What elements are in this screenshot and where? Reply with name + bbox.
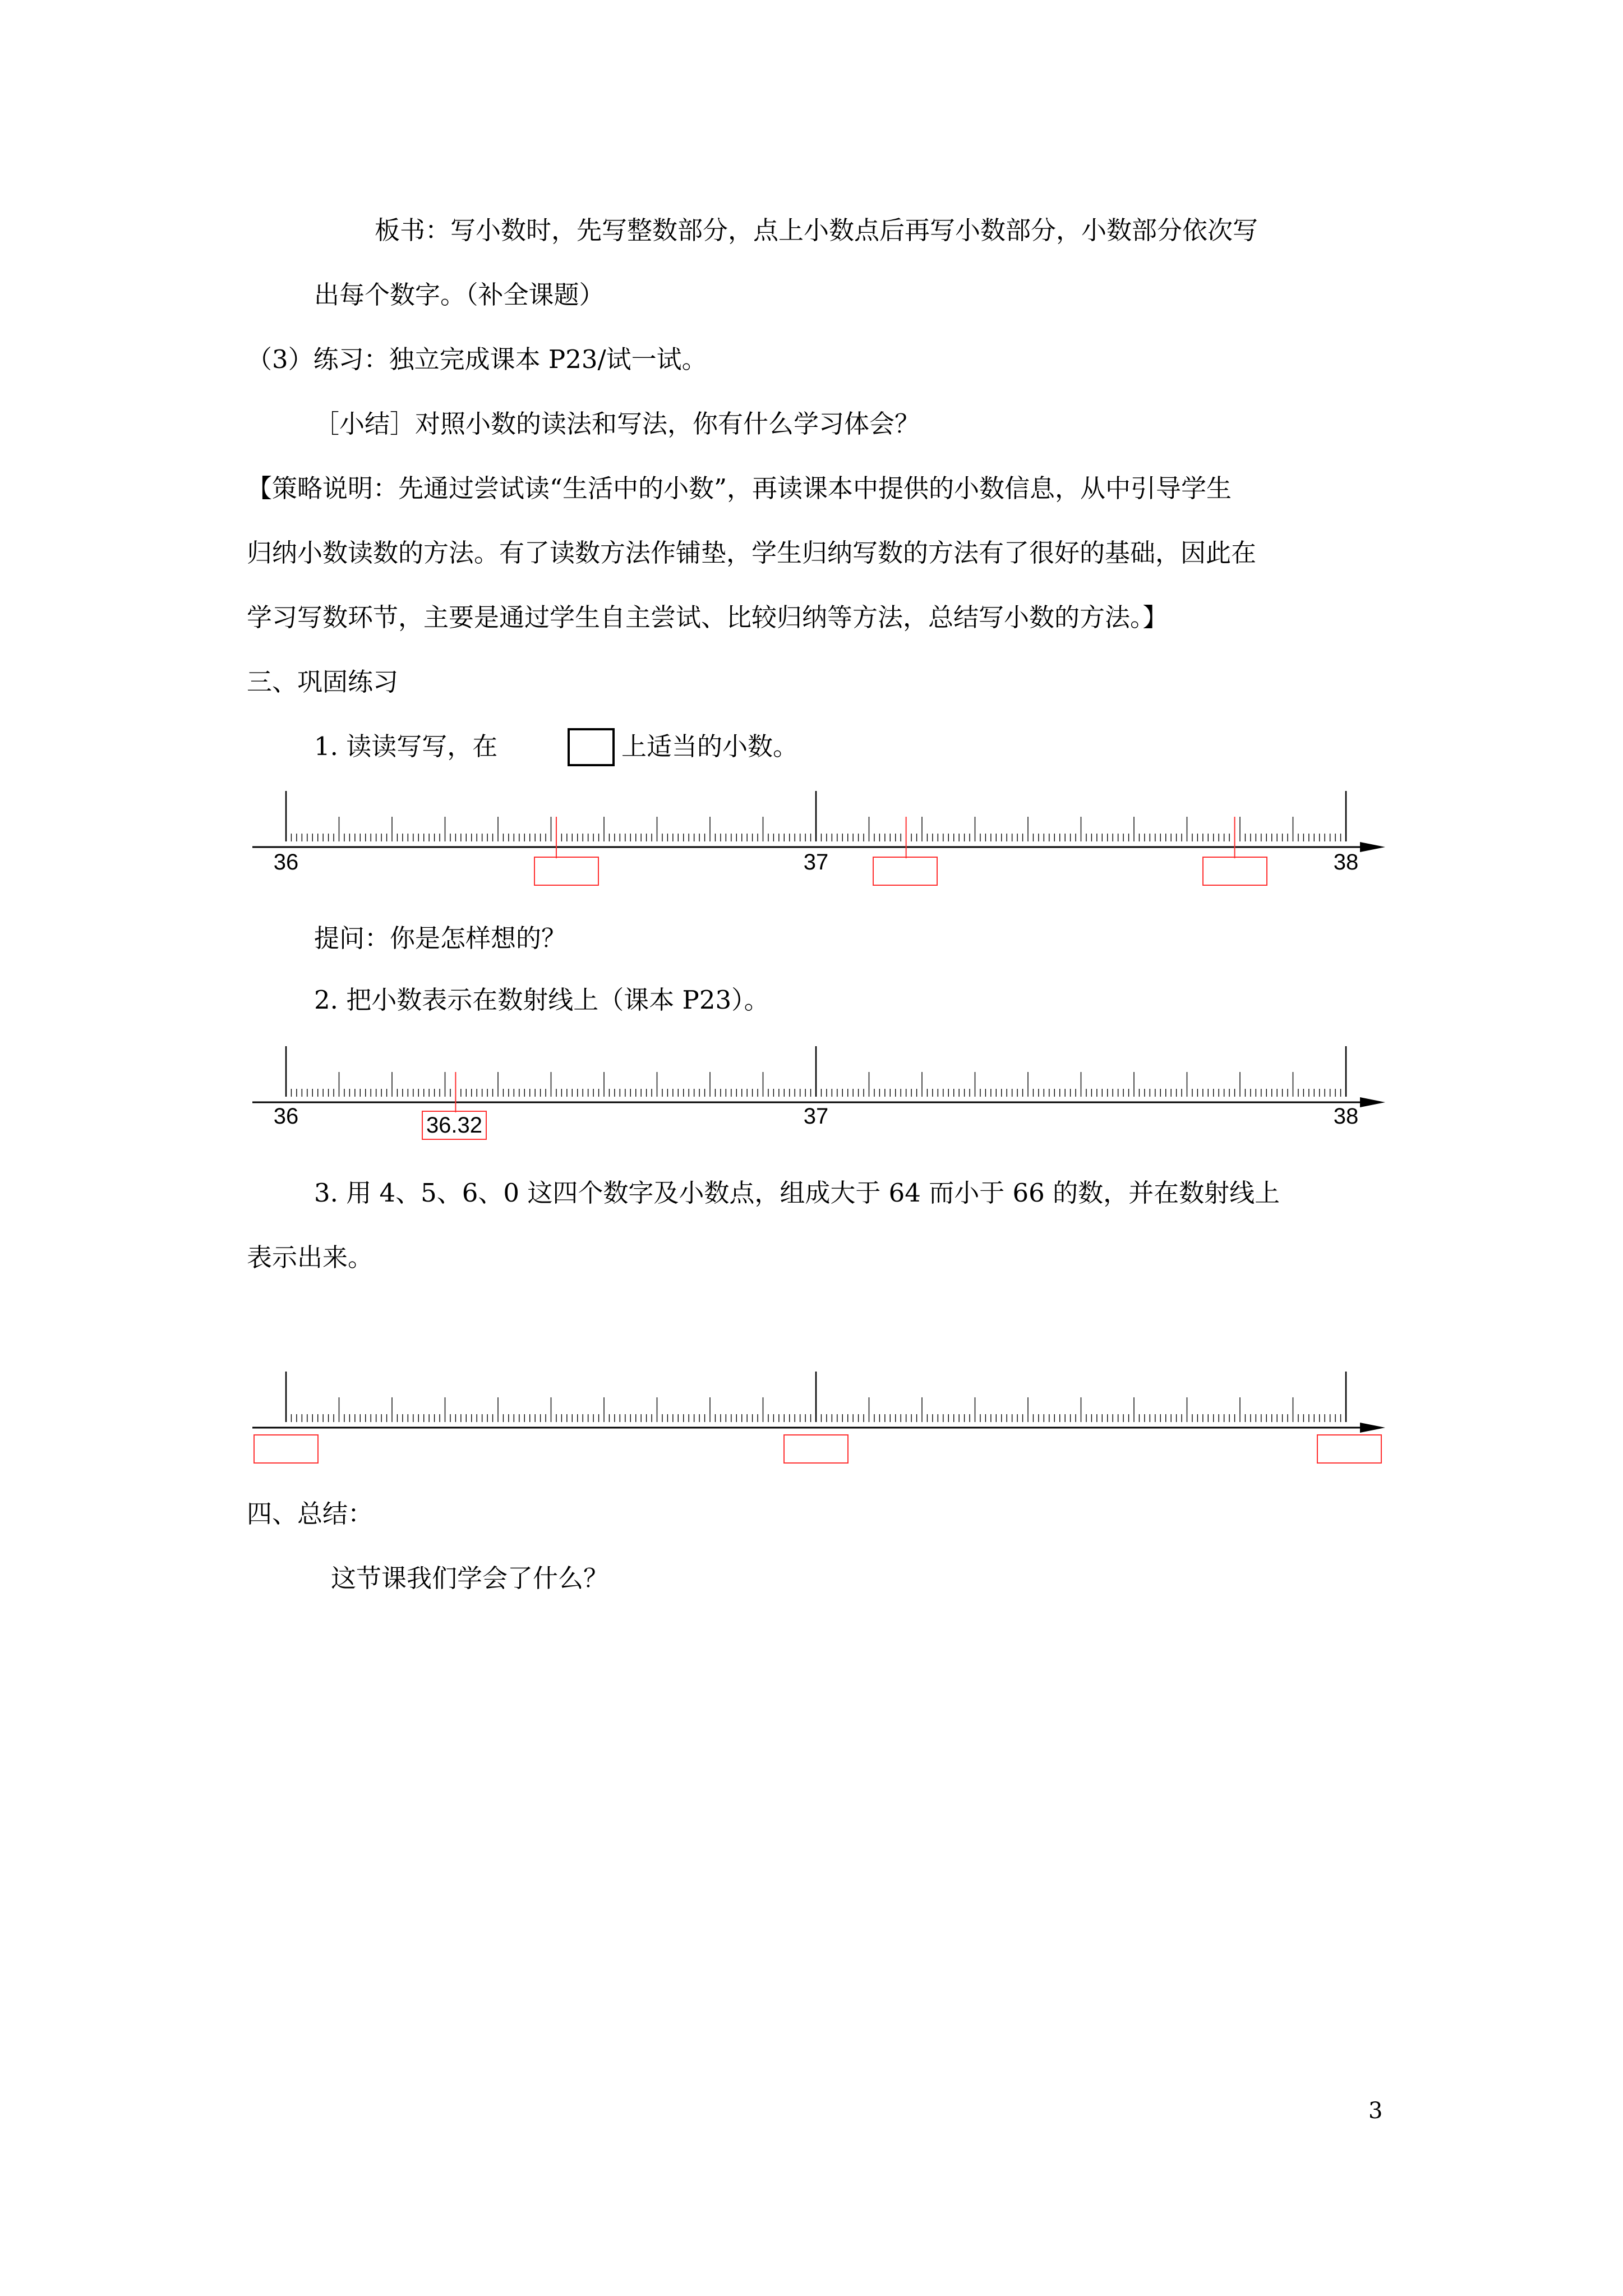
ray3-answer-box-3[interactable]	[1317, 1434, 1382, 1464]
ray2-label-37: 37	[803, 1104, 829, 1129]
banshu-line-1: 板书：写小数时，先写整数部分，点上小数点后再写小数部分，小数部分依次写	[375, 215, 1258, 245]
ray2-label-36: 36	[273, 1104, 299, 1129]
banshu-line-2: 出每个数字。（补全课题）	[314, 280, 605, 310]
arrow-head	[1360, 1423, 1385, 1433]
ray1-label-36: 36	[273, 850, 299, 875]
ray3-answer-box-1[interactable]	[253, 1434, 319, 1464]
q1-suffix: 上适当的小数。	[621, 731, 799, 761]
section-3-title: 三、巩固练习	[247, 667, 399, 697]
ray2-label-38: 38	[1333, 1104, 1359, 1129]
section-4-question: 这节课我们学会了什么？	[331, 1563, 609, 1593]
q2-line: 2. 把小数表示在数射线上（课本 P23）。	[314, 985, 769, 1015]
strategy-line-1: 【策略说明：先通过尝试读“生活中的小数”，再读课本中提供的小数信息，从中引导学生	[247, 473, 1232, 503]
q1-prefix: 1. 读读写写，在	[314, 731, 498, 761]
ray1-answer-box-1[interactable]	[534, 857, 599, 886]
ray1-label-38: 38	[1333, 850, 1359, 875]
strategy-line-3: 学习写数环节，主要是通过学生自主尝试、比较归纳等方法，总结写小数的方法。】	[247, 602, 1168, 632]
ray1-answer-box-2[interactable]	[873, 857, 938, 886]
blank-box	[568, 728, 615, 766]
ray3-answer-box-2[interactable]	[783, 1434, 849, 1464]
section-4-title: 四、总结：	[247, 1499, 374, 1529]
q1-prompt	[314, 714, 1458, 780]
arrow-head	[1360, 1097, 1385, 1107]
ray1-label-37: 37	[803, 850, 829, 875]
q3-line-1: 3. 用 4、5、6、0 这四个数字及小数点，组成大于 64 而小于 66 的数，并在数射线上	[314, 1178, 1280, 1208]
practice-line: （3）练习：独立完成课本 P23/试一试。	[247, 344, 707, 374]
ray2-answer-box: 36.32	[422, 1111, 487, 1140]
q1-question: 提问：你是怎样想的？	[314, 923, 567, 953]
ray1-answer-box-3[interactable]	[1202, 857, 1267, 886]
arrow-head	[1360, 842, 1385, 852]
q3-line-2: 表示出来。	[247, 1243, 374, 1272]
page-number: 3	[1368, 2098, 1383, 2124]
strategy-line-2: 归纳小数读数的方法。有了读数方法作铺垫，学生归纳写数的方法有了很好的基础，因此在	[247, 538, 1257, 568]
summary-question: ［小结］对照小数的读法和写法，你有什么学习体会？	[314, 409, 920, 439]
